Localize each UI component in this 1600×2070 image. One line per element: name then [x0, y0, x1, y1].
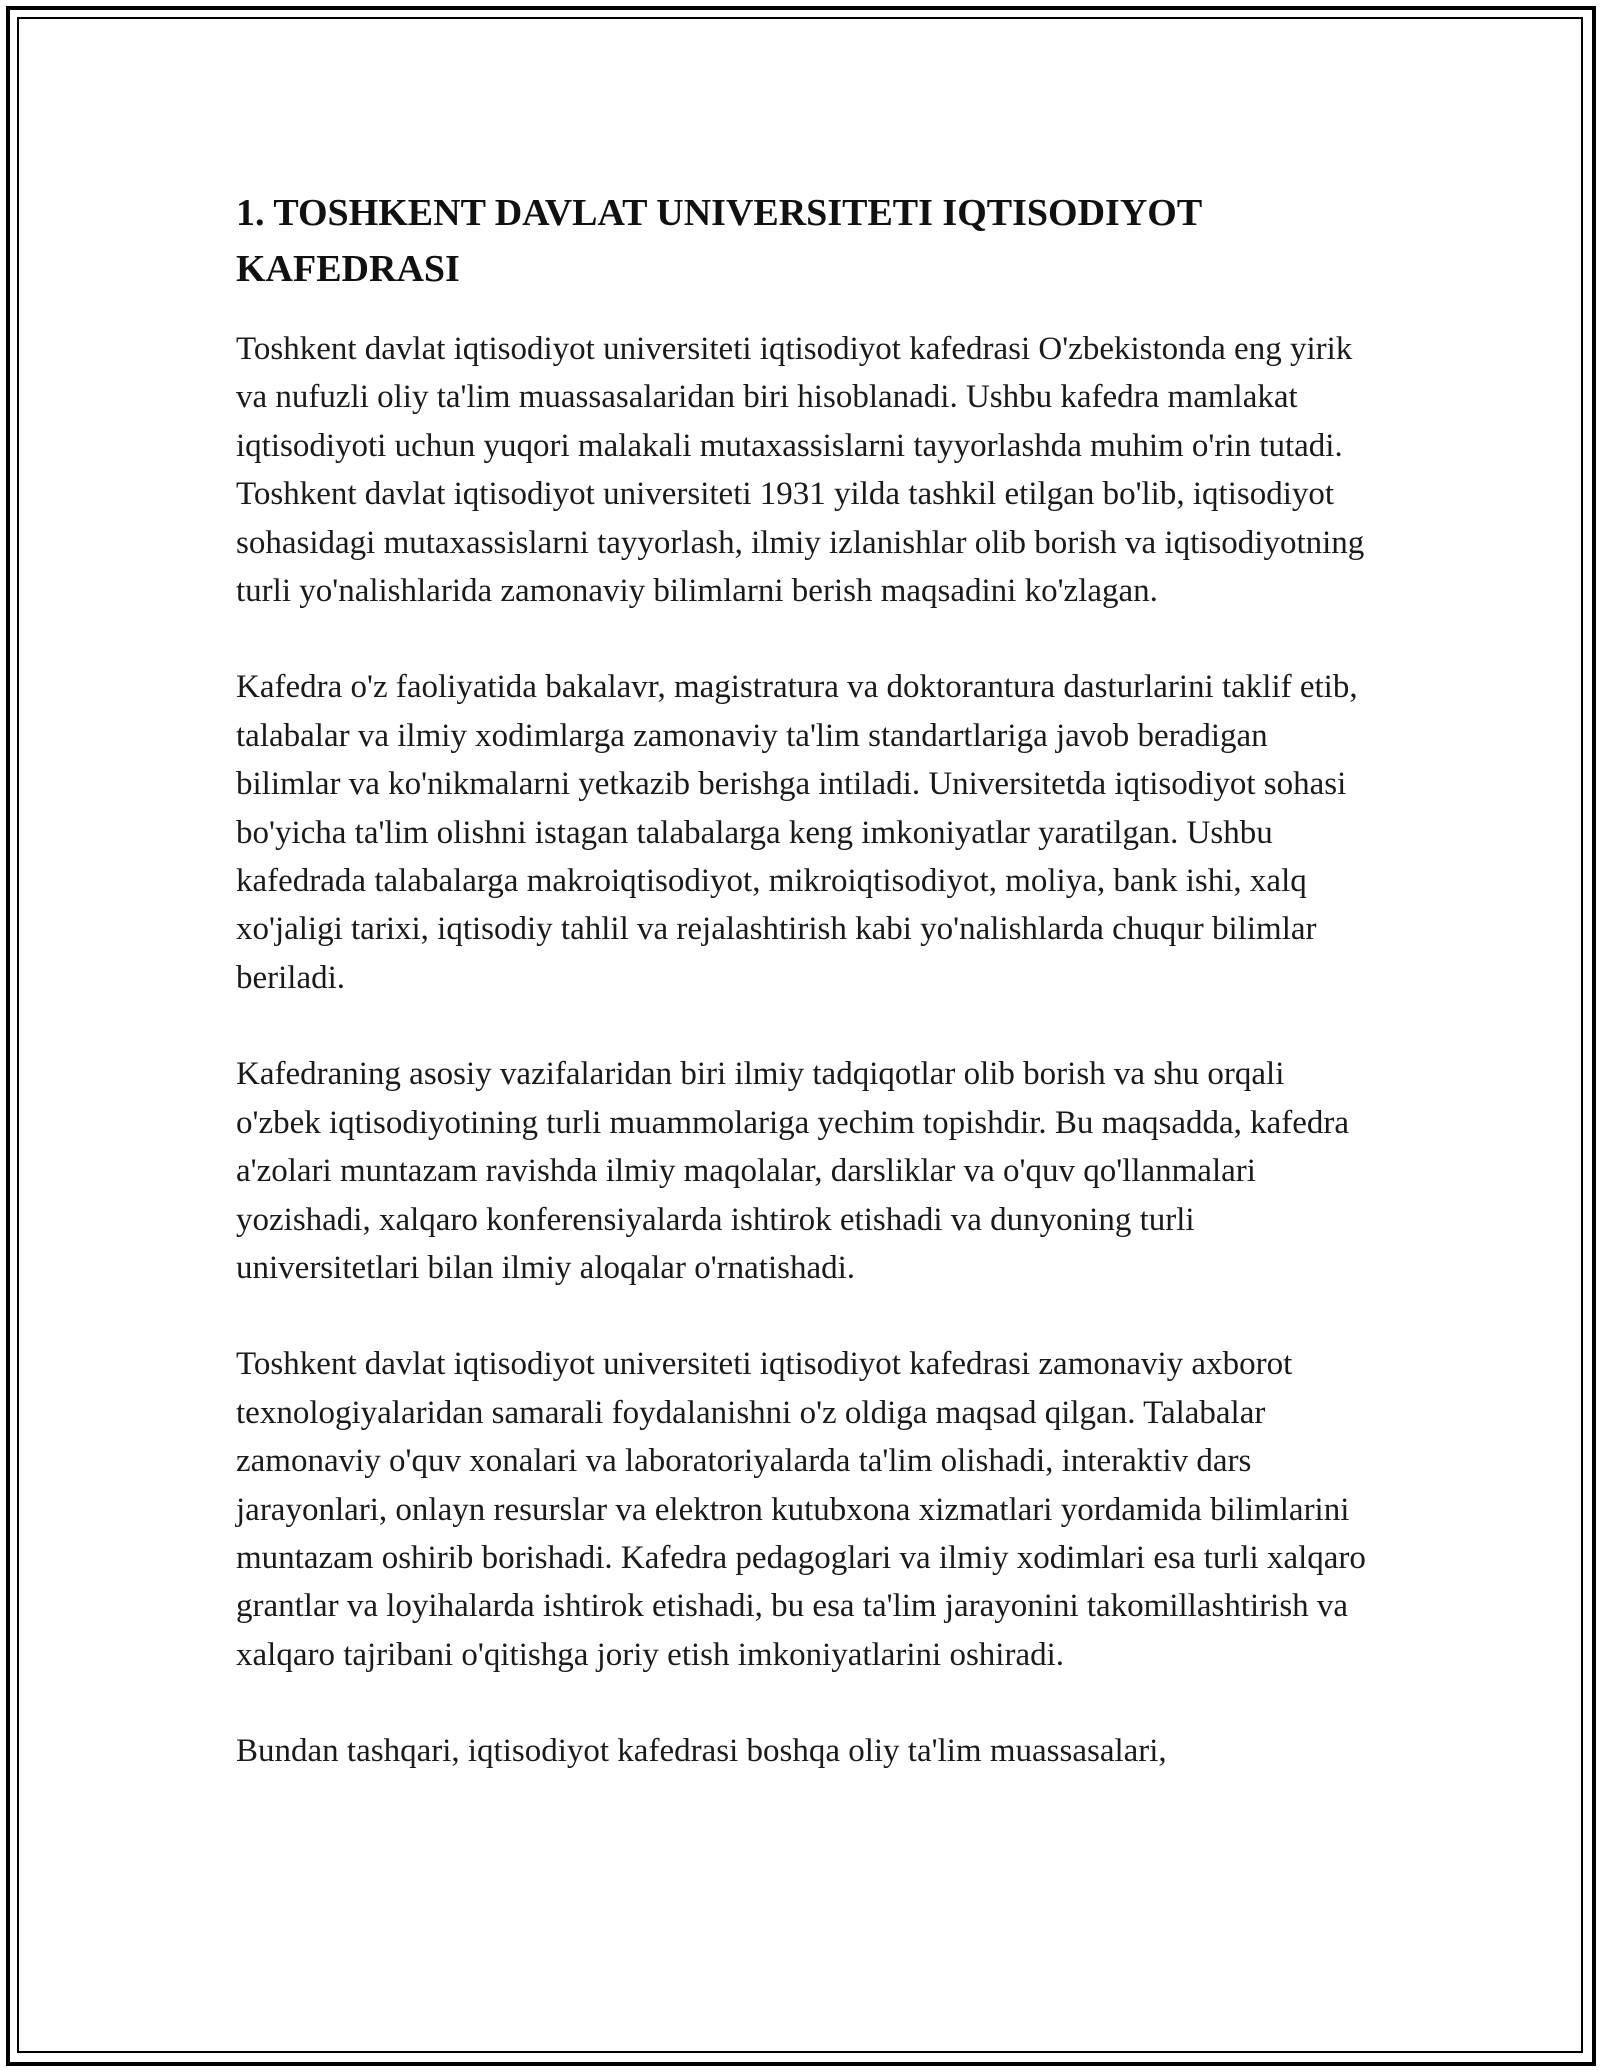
paragraph-1: Toshkent davlat iqtisodiyot universiteti iqtisodiyot kafedrasi O'zbekistonda eng yirik va nufuzli oliy ta'lim muassasalaridan biri hisoblanadi. Ushbu kafedra mamlakat iqtisodiyoti uchun yuqori malakali mutaxassislarni tayyorlashda muhim o'rin tutadi. Toshkent davlat iqtisodiyot universiteti 1931 yilda tashkil etilgan bo'lib, iqtisodiyot sohasidagi mutaxassislarni tayyorlash, ilmiy izlanishlar olib borish va iqtisodiyotning turli yo'nalishlarida zamonaviy bilimlarni berish maqsadini ko'zlagan. [236, 331, 1365, 610]
paragraph-2: Kafedra o'z faoliyatida bakalavr, magistratura va doktorantura dasturlarini taklif etib, talabalar va ilmiy xodimlarga zamonaviy ta'lim standartlariga javob beradigan bilimlar va ko'nikmalarni yetkazib berishga intiladi. Universitetda iqtisodiyot sohasi bo'yicha ta'lim olishni istagan talabalarga keng imkoniyatlar yaratilgan. Ushbu kafedrada talabalarga makroiqtisodiyot, mikroiqtisodiyot, moliya, bank ishi, xalq xo'jaligi tarixi, iqtisodiy tahlil va rejalashtirish kabi yo'nalishlarda chuqur bilimlar beriladi. [236, 669, 1358, 996]
document-body [236, 185, 1376, 1824]
section-heading: 1. TOSHKENT DAVLAT UNIVERSITETI IQTISODIYOT KAFEDRASI [236, 192, 1202, 290]
paragraph-3: Kafedraning asosiy vazifalaridan biri ilmiy tadqiqotlar olib borish va shu orqali o'zbek iqtisodiyotining turli muammolariga yechim topishdir. Bu maqsadda, kafedra a'zolari muntazam ravishda ilmiy maqolalar, darsliklar va o'quv qo'llanmalari yozishadi, xalqaro konferensiyalarda ishtirok etishadi va dunyoning turli universitetlari bilan ilmiy aloqalar o'rnatishadi. [236, 1056, 1350, 1286]
paragraph-5: Bundan tashqari, iqtisodiyot kafedrasi boshqa oliy ta'lim muassasalari, [236, 1733, 1167, 1770]
paragraph-4: Toshkent davlat iqtisodiyot universiteti iqtisodiyot kafedrasi zamonaviy axborot texnologiyalaridan samarali foydalanishni o'z oldiga maqsad qilgan. Talabalar zamonaviy o'quv xonalari va laboratoriyalarda ta'lim olishadi, interaktiv dars jarayonlari, onlayn resurslar va elektron kutubxona xizmatlari yordamida bilimlarini muntazam oshirib borishadi. Kafedra pedagoglari va ilmiy xodimlari esa turli xalqaro grantlar va loyihalarda ishtirok etishadi, bu esa ta'lim jarayonini takomillashtirish va xalqaro tajribani o'qitishga joriy etish imkoniyatlarini oshiradi. [236, 1346, 1366, 1673]
